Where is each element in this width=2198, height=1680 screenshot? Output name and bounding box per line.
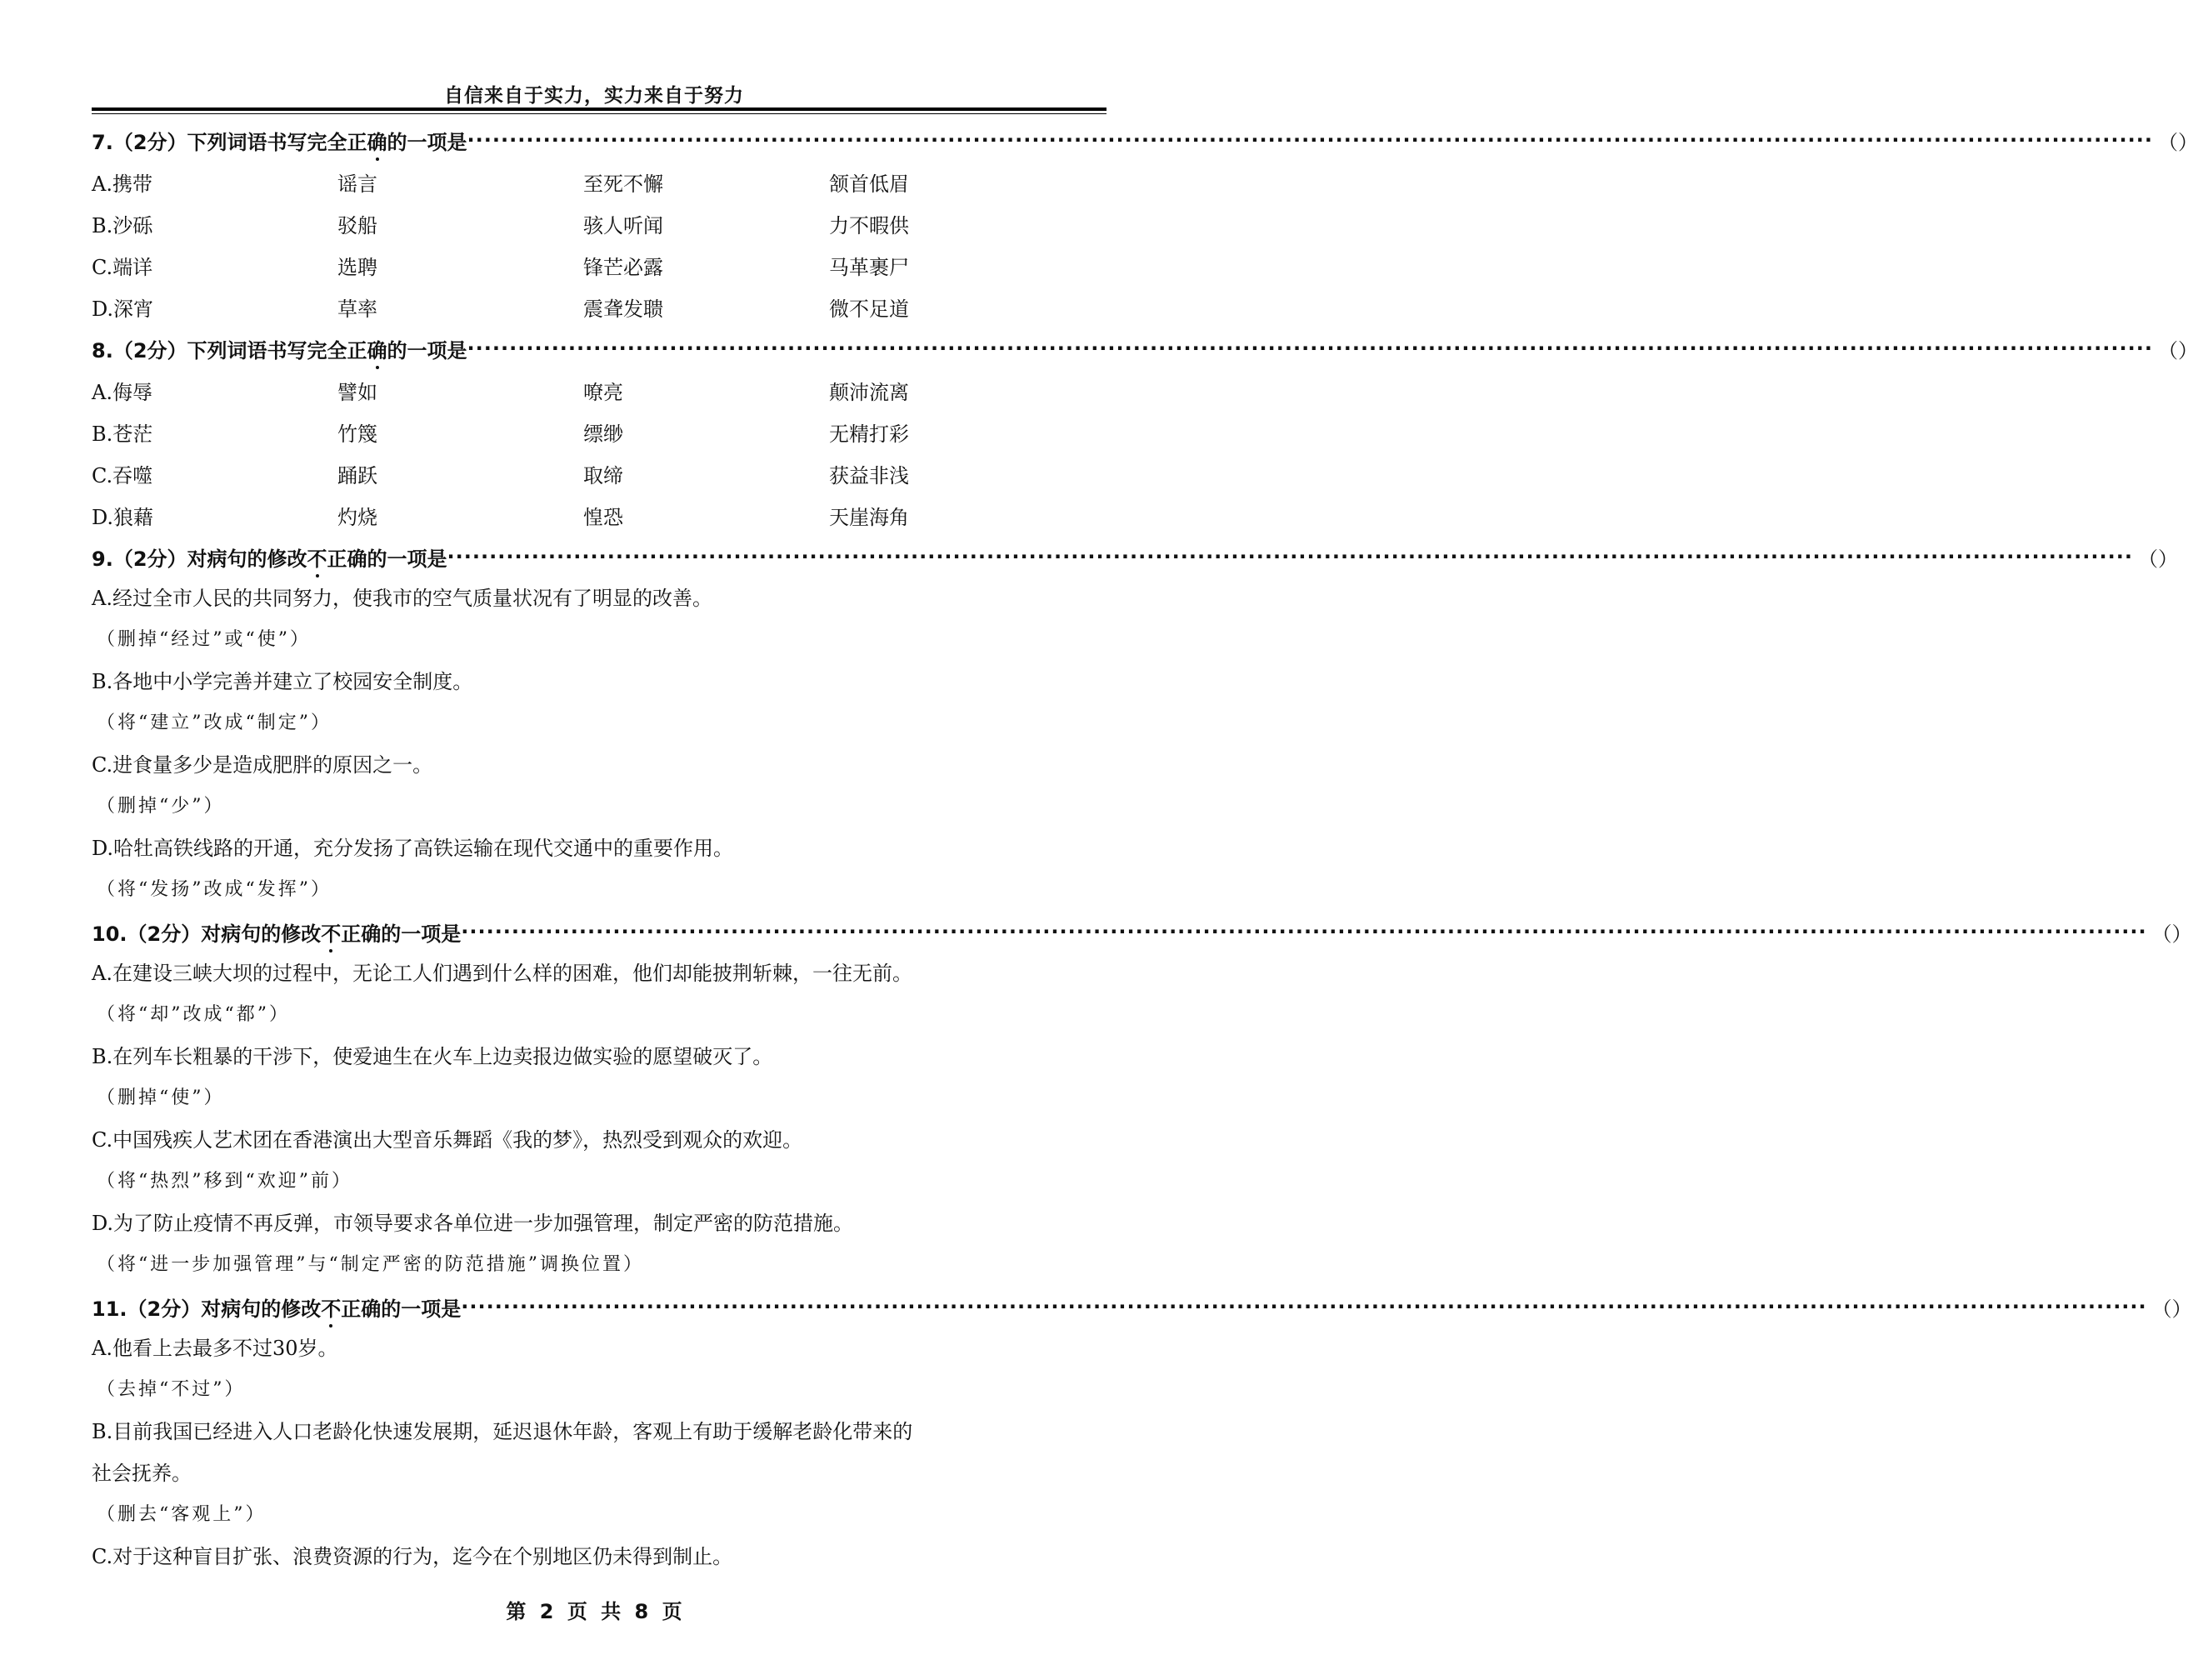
option-row: C.端详 选聘 锋芒必露 马革裹尸 xyxy=(92,255,909,279)
option-note: （删掉“经过”或“使”） xyxy=(97,629,311,650)
header-rule-thin xyxy=(92,113,1106,114)
answer-blank: （ ） xyxy=(2157,130,2198,154)
header-rule-thick xyxy=(92,108,1106,111)
option-text: B.在列车长粗暴的干涉下，使爱迪生在火车上边卖报边做实验的愿望破灭了。 xyxy=(92,1045,773,1068)
option-row: A.携带 谣言 至死不懈 颔首低眉 xyxy=(92,172,909,196)
option-row: B.沙砾 驳船 骇人听闻 力不暇供 xyxy=(92,213,909,238)
page-number: 第 2 页 共 8 页 xyxy=(506,1600,682,1623)
option-note: （将“建立”改成“制定”） xyxy=(97,712,332,733)
option-row: B.苍茫 竹篾 缥缈 无精打彩 xyxy=(92,422,909,446)
option-text: B.各地中小学完善并建立了校园安全制度。 xyxy=(92,670,473,693)
option-text: A.经过全市人民的共同努力，使我市的空气质量状况有了明显的改善。 xyxy=(92,587,712,610)
leader-dots: ········································································································································································································ xyxy=(461,1295,2147,1318)
leader-dots: ········································································································································································································ xyxy=(461,920,2147,943)
answer-blank: （ ） xyxy=(2151,1297,2192,1321)
option-row: D.狼藉 灼烧 惶恐 天崖海角 xyxy=(92,505,909,529)
option-note: （删掉“少”） xyxy=(97,796,225,817)
option-note: （将“热烈”移到“欢迎”前） xyxy=(97,1171,352,1192)
header-motto: 自信来自于实力，实力来自于努力 xyxy=(444,85,744,107)
leader-dots: ········································································································································································································ xyxy=(467,128,2153,152)
answer-blank: （ ） xyxy=(2151,922,2192,946)
option-row: C.吞噬 踊跃 取缔 获益非浅 xyxy=(92,463,909,488)
option-row: A.侮辱 譬如 嘹亮 颠沛流离 xyxy=(92,380,909,404)
option-note: （将“发扬”改成“发挥”） xyxy=(97,879,332,900)
option-text: B.目前我国已经进入人口老龄化快速发展期，延迟退休年龄，客观上有助于缓解老龄化带来的 xyxy=(92,1420,913,1443)
question-8-stem: 8.（2分）下列词语书写完全正 确 的一项是 ········································································································································································································ （ ） xyxy=(92,333,1106,363)
option-text: C.对于这种盲目扩张、浪费资源的行为，迄今在个别地区仍未得到制止。 xyxy=(92,1545,733,1568)
leader-dots: ········································································································································································································ xyxy=(447,545,2133,568)
option-text: C.进食量多少是造成肥胖的原因之一。 xyxy=(92,753,433,777)
option-note: （将“却”改成“都”） xyxy=(97,1004,290,1025)
question-7-stem: 7.（2分）下列词语书写完全正 确 的一项是 ········································································································································································································ （ ） xyxy=(92,125,1106,155)
option-row: D.深宵 草率 震聋发聩 微不足道 xyxy=(92,297,909,321)
question-11-stem: 11.（2分）对病句的修改 不 正确的一项是 ········································································································································································································ （ ） xyxy=(92,1292,1106,1322)
option-note: （删去“客观上”） xyxy=(97,1504,267,1525)
option-note: （将“进一步加强管理”与“制定严密的防范措施”调换位置） xyxy=(97,1254,644,1275)
option-text: C.中国残疾人艺术团在香港演出大型音乐舞蹈《我的梦》，热烈受到观众的欢迎。 xyxy=(92,1128,803,1152)
question-10-stem: 10.（2分）对病句的修改 不 正确的一项是 ········································································································································································································ （ ） xyxy=(92,917,1106,947)
option-text: D.哈牡高铁线路的开通，充分发扬了高铁运输在现代交通中的重要作用。 xyxy=(92,837,734,860)
option-text: D.为了防止疫情不再反弹，市领导要求各单位进一步加强管理，制定严密的防范措施。 xyxy=(92,1212,854,1235)
answer-blank: （ ） xyxy=(2137,547,2178,571)
option-note: （删掉“使”） xyxy=(97,1088,225,1108)
option-note: （去掉“不过”） xyxy=(97,1379,246,1400)
option-text: A.他看上去最多不过30岁。 xyxy=(92,1337,338,1360)
answer-blank: （ ） xyxy=(2157,338,2198,362)
option-text-continued: 社会抚养。 xyxy=(92,1462,192,1485)
question-9-stem: 9.（2分）对病句的修改 不 正确的一项是 ········································································································································································································ （ ） xyxy=(92,542,1106,572)
leader-dots: ········································································································································································································ xyxy=(467,337,2153,360)
option-text: A.在建设三峡大坝的过程中，无论工人们遇到什么样的困难，他们却能披荆斩棘，一往无前。 xyxy=(92,962,912,985)
